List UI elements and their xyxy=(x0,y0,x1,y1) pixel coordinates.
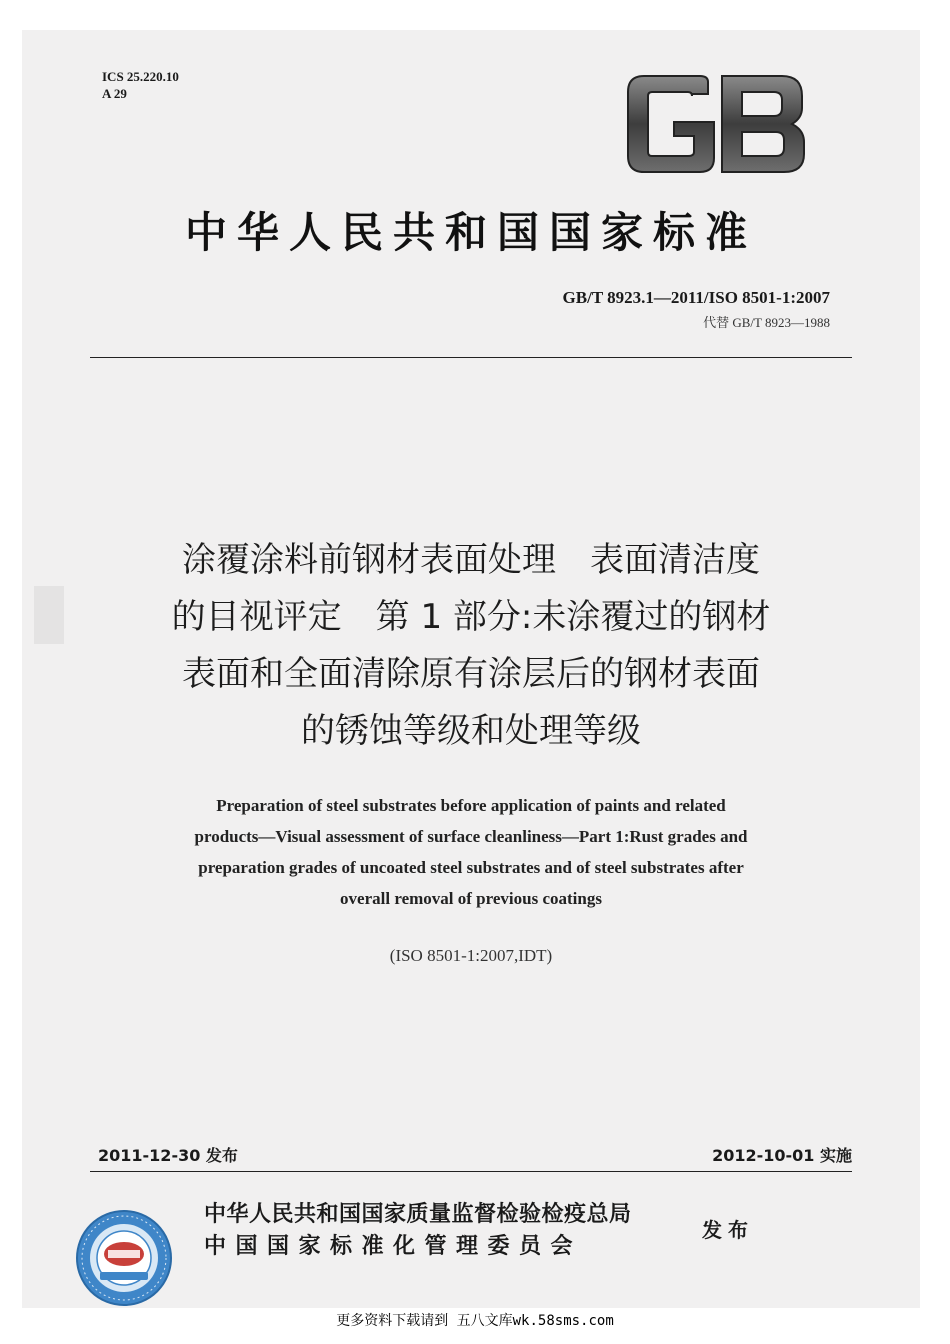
english-title-line: preparation grades of uncoated steel substrates and of steel substrates after xyxy=(198,858,744,877)
issue-date: 2011-12-30 发布 xyxy=(98,1146,238,1165)
gb-logo-icon xyxy=(622,72,808,176)
ccs-code: A 29 xyxy=(102,86,127,101)
english-title-line: Preparation of steel substrates before application of paints and related xyxy=(216,796,726,815)
implementation-date: 2012-10-01 实施 xyxy=(712,1146,852,1165)
english-title-line: products—Visual assessment of surface cleanliness—Part 1:Rust grades and xyxy=(194,827,748,846)
english-title-line: overall removal of previous coatings xyxy=(340,889,602,908)
scan-artifact xyxy=(34,586,64,644)
download-footer: 更多资料下载请到 五八文库wk.58sms.com xyxy=(336,1313,614,1329)
chinese-title-line: 的目视评定 第 1 部分:未涂覆过的钢材 xyxy=(171,597,771,637)
publish-label: 发布 xyxy=(702,1218,754,1242)
issuer-aqsiq: 中华人民共和国国家质量监督检验检疫总局 xyxy=(204,1201,632,1227)
iso-reference: (ISO 8501-1:2007,IDT) xyxy=(389,946,553,965)
chinese-title xyxy=(82,532,860,760)
replaces-standard: 代替 GB/T 8923—1988 xyxy=(703,315,830,330)
classification-codes xyxy=(102,68,179,102)
ics-code: ICS 25.220.10 xyxy=(102,69,179,84)
bottom-divider xyxy=(90,1171,852,1172)
national-standard-title: 中华人民共和国国家标准 xyxy=(184,208,757,257)
issuer-sac: 中国国家标准化管理委员会 xyxy=(204,1233,583,1259)
certification-seal-icon xyxy=(74,1208,174,1308)
chinese-title-line: 表面和全面清除原有涂层后的钢材表面 xyxy=(182,654,760,694)
document-page xyxy=(22,30,920,1308)
chinese-title-line: 涂覆涂料前钢材表面处理 表面清洁度 xyxy=(182,540,760,580)
issuing-authorities xyxy=(204,1198,632,1262)
top-divider xyxy=(90,357,852,358)
chinese-title-line: 的锈蚀等级和处理等级 xyxy=(301,711,641,751)
standard-number: GB/T 8923.1—2011/ISO 8501-1:2007 xyxy=(562,288,830,307)
english-title xyxy=(92,790,850,914)
